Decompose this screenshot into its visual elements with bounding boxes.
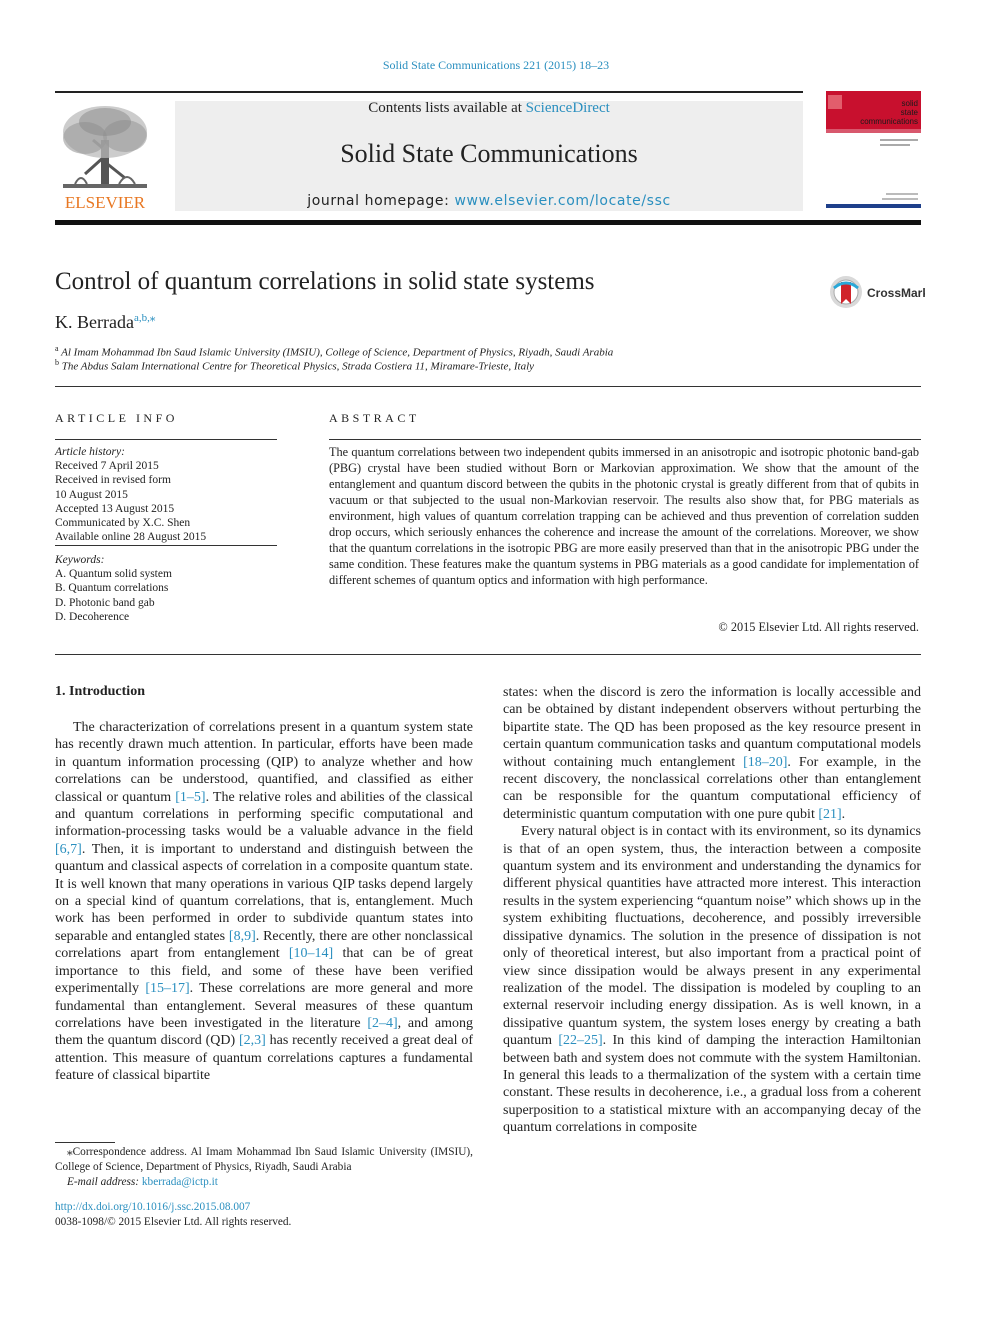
divider xyxy=(329,439,921,440)
keywords-title: Keywords: xyxy=(55,554,105,566)
paragraph-text: . These correlations are more general and more fundamental than entanglement. Several measures of these quantum correlations have been investigated in the literature xyxy=(55,981,474,1031)
paragraph-text: has recently received a great deal of attention. This measure of quantum correlations captures a fundamental feature of classical bipartite xyxy=(55,1033,473,1084)
abstract-copyright: © 2015 Elsevier Ltd. All rights reserved. xyxy=(718,620,919,634)
divider xyxy=(55,386,921,387)
email-label: E-mail address: xyxy=(67,1176,142,1188)
crossmark-badge[interactable] xyxy=(829,274,925,310)
history-item: Received in revised form xyxy=(55,474,171,487)
journal-cover-icon xyxy=(826,91,921,209)
homepage-line xyxy=(175,193,803,209)
homepage-link[interactable]: www.elsevier.com/locate/ssc xyxy=(454,193,671,209)
keyword-item: A. Quantum solid system xyxy=(55,568,172,581)
paragraph-text: Every natural object is in contact with its environment, so its dynamics is that of an open system, thus, the interaction between a composite quantum system and its environment and understanding the dynamics for different physical quantities have attracted more interest. This interaction results in the system experiencing “quantum noise” which shows up in the system exhibiting fluctuations, decoherence, and possibly irreversible dissipative dynamics. The solution in the presence of dissipation is not only of theoretical interest, but also important from a practical point of view since dissipation would be always present in any experimental realization of the model. The dissipation is modeled by coupling to an external reservoir including energy dissipation. As is well known, in a dissipative quantum system, the system loses energy by creating a bath quantum xyxy=(503,824,921,1049)
history-item: Communicated by X.C. Shen xyxy=(55,517,191,530)
article-history xyxy=(55,445,206,544)
history-title: Article history: xyxy=(55,446,125,458)
email-link[interactable]: kberrada@ictp.it xyxy=(141,1176,218,1188)
journal-citation[interactable]: Solid State Communications 221 (2015) 18–23 xyxy=(382,58,610,72)
keywords xyxy=(55,553,172,624)
abstract-heading: ABSTRACT xyxy=(329,411,420,425)
section-heading-introduction: 1. Introduction xyxy=(55,684,145,699)
cover-word-3: communications xyxy=(860,117,918,126)
affiliation-mark: b xyxy=(55,358,59,367)
elsevier-logo[interactable] xyxy=(55,100,155,212)
affiliation-mark: a xyxy=(55,344,59,353)
affiliation-b xyxy=(55,358,534,373)
footnote-address: ⁎Correspondence address. Al Imam Mohammad Ibn Saud Islamic University (IMSIU), College of Science, Department of Physics, Riyadh, Saudi Arabia xyxy=(55,1146,473,1173)
history-item: Accepted 13 August 2015 xyxy=(55,502,175,515)
elsevier-tree-icon xyxy=(55,100,155,212)
reference-link[interactable]: [15–17] xyxy=(145,981,190,997)
divider xyxy=(55,439,277,440)
journal-title: Solid State Communications xyxy=(340,139,638,168)
body-left-column xyxy=(55,719,473,1085)
keyword-item: D. Photonic band gab xyxy=(55,596,155,609)
divider xyxy=(55,654,921,655)
reference-link[interactable]: [22–25] xyxy=(558,1033,603,1049)
reference-link[interactable]: [21] xyxy=(818,806,842,822)
reference-link[interactable]: [2,3] xyxy=(239,1033,266,1049)
history-item: 10 August 2015 xyxy=(55,488,128,501)
contents-line xyxy=(175,100,803,117)
paragraph-text: . For example, in the recent discovery, the nonclassical correlations other than entanglement can be responsible for the quantum computational efficiency of deterministic quantum computation with one pure qubit xyxy=(503,754,921,822)
paragraph-text: , and among them the quantum discord (QD) xyxy=(55,1015,473,1049)
crossmark-icon xyxy=(829,274,925,310)
paragraph-text: states: when the discord is zero the information is locally accessible and can be obtained by distant independent observers without perturbing the bipartite state. The QD has been proposed as the key resource present in certain quantum communication tasks and quantum computational models without containing much entanglement xyxy=(503,685,921,770)
affiliation-text: Al Imam Mohammad Ibn Saud Islamic University (IMSIU), College of Science, Department of Physics, Riyadh, Saudi Arabia xyxy=(61,346,614,359)
reference-link[interactable]: [10–14] xyxy=(288,946,334,962)
footnote-email-line xyxy=(55,1175,473,1190)
reference-link[interactable]: [2–4] xyxy=(367,1015,398,1031)
cover-word-1: solid xyxy=(901,99,918,108)
affiliation-a xyxy=(55,344,613,359)
paragraph-text: The characterization of correlations present in a quantum system state has recently drawn much attention. In particular, efforts have been made in quantum information processing (QIP) to analyze whether and how correlations can be understood, quantified, and classified as either classical or quantum xyxy=(55,720,473,805)
crossmark-text: CrossMark xyxy=(867,286,925,300)
paragraph-text: . xyxy=(841,806,846,822)
reference-link[interactable]: [8,9] xyxy=(228,928,256,944)
correspondence-footnote xyxy=(55,1145,473,1190)
affiliation-text: The Abdus Salam International Centre for Theoretical Physics, Strada Costiera 11, Miramare-Trieste, Italy xyxy=(61,360,535,373)
abstract-text: The quantum correlations between two independent qubits immersed in an anisotropic and isotropic photonic band-gab (PBG) crystal have been studied without Born or Markovian approximation. We show that the amount of the entanglement and quantum discord between the qubits in the photonic crystal is greatly different from that of qubits in vacuum or that subjected to the usual non-Markovian reservoir. The results also show that, for PBG materials as environment, high values of quantum correlation trapping can be achieved and thus prevention of correlation sudden drop occurs, which seriously enhances the coherence and increase the amount of the correlations. Moreover, we show that the quantum correlations in the isotropic PBG are more easily preserved than that in the anisotropic PBG under the same condition. These features make the quantum systems in PBG materials as a good candidate for implementation of different schemes of quantum optics and information with high performance. xyxy=(329,445,919,587)
doi-link[interactable]: http://dx.doi.org/10.1016/j.ssc.2015.08.007 xyxy=(55,1201,251,1213)
header-bottom-rule xyxy=(55,220,921,225)
paragraph-text: . Then, it is important to understand and distinguish between the quantum and classical aspects of correlation in a composite quantum state. It is well known that many operations in various QIP tasks depend largely on a special kind of quantum correlations, that is, entanglement. Much work has been performed in order to subdivide quantum states into separable and entangled states xyxy=(55,841,473,944)
author-name[interactable]: K. Berrada xyxy=(55,312,134,332)
paragraph-text: . The relative roles and abilities of the classical and quantum correlations in performing specific computational and information-processing tasks would be a valuable advance in the field xyxy=(55,789,473,840)
paragraph xyxy=(503,823,921,1136)
paragraph-text: . Recently, there are other nonclassical correlations apart from entanglement xyxy=(55,928,474,962)
article-title: Control of quantum correlations in solid state systems xyxy=(55,268,595,295)
footnote-rule xyxy=(55,1142,115,1143)
cover-word-2: state xyxy=(900,108,918,117)
divider xyxy=(55,545,277,546)
reference-link[interactable]: [18–20] xyxy=(743,754,788,770)
article-info-heading: ARTICLE INFO xyxy=(55,411,178,425)
reference-link[interactable]: [1–5] xyxy=(175,789,206,805)
reference-link[interactable]: [6,7] xyxy=(55,841,82,857)
header-top-rule xyxy=(55,91,803,93)
paragraph xyxy=(503,684,921,823)
paragraph-text: . In this kind of damping the interaction Hamiltonian between bath and system does not commute with the system Hamiltonian. In general this leads to a thermalization of the system with a certain time constant. These results in decoherence, i.e., a gradual loss from a coherent superposition to a statistical mixture with an accompanying decay of the quantum correlations in composite xyxy=(503,1033,921,1136)
paragraph-text: that can be of great importance to this field, and some of these have been verified experimentally xyxy=(55,946,473,997)
author-marks[interactable]: a,b,⁎ xyxy=(133,312,156,324)
keyword-item: D. Decoherence xyxy=(55,610,130,623)
history-item: Received 7 April 2015 xyxy=(55,460,159,473)
keyword-item: B. Quantum correlations xyxy=(55,582,169,595)
issn-line: 0038-1098/© 2015 Elsevier Ltd. All rights reserved. xyxy=(55,1216,292,1228)
contents-prefix: Contents lists available at xyxy=(368,100,526,116)
homepage-prefix: journal homepage: xyxy=(307,193,455,209)
publisher-logo-text: ELSEVIER xyxy=(64,193,146,212)
sciencedirect-link[interactable]: ScienceDirect xyxy=(525,100,610,116)
author-line xyxy=(55,311,155,333)
body-right-column xyxy=(503,684,921,1137)
paragraph xyxy=(55,719,473,1085)
history-item: Available online 28 August 2015 xyxy=(55,531,207,544)
journal-cover[interactable] xyxy=(826,91,921,209)
